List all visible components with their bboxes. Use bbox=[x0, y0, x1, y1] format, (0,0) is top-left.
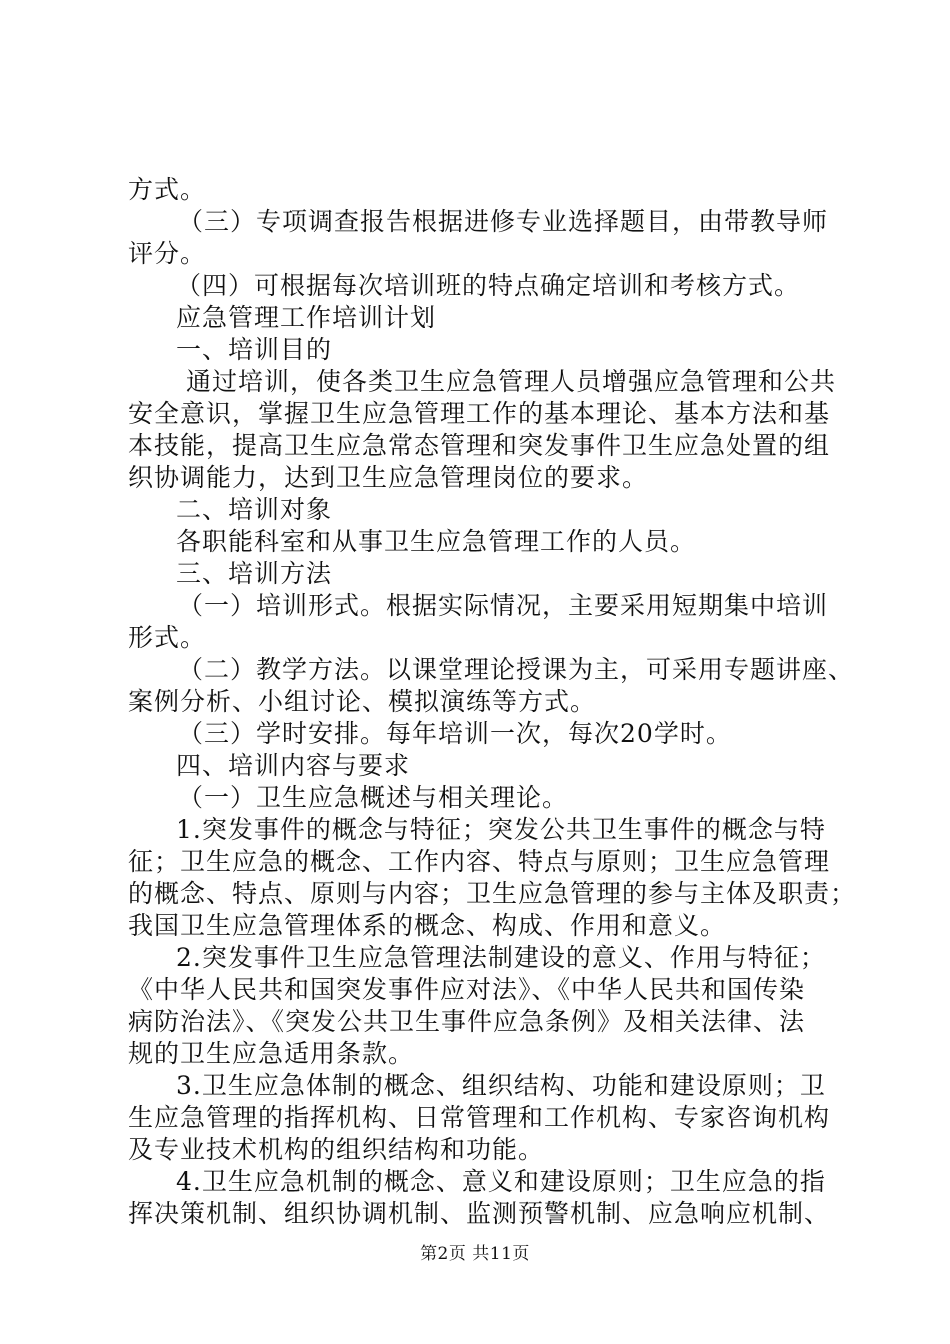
text-line: 各职能科室和从事卫生应急管理工作的人员。 bbox=[176, 527, 697, 556]
text-line: 应急管理工作培训计划 bbox=[176, 303, 437, 332]
text-line: 织协调能力，达到卫生应急管理岗位的要求。 bbox=[128, 463, 649, 492]
text-line: （三）专项调查报告根据进修专业选择题目，由带教导师 bbox=[178, 207, 829, 236]
text-line: 本技能，提高卫生应急常态管理和突发事件卫生应急处置的组 bbox=[128, 431, 831, 460]
text-line: （四）可根据每次培训班的特点确定培训和考核方式。 bbox=[176, 271, 801, 300]
text-line: 评分。 bbox=[128, 239, 207, 268]
text-line: 4.卫生应急机制的概念、意义和建设原则；卫生应急的指 bbox=[176, 1167, 826, 1196]
text-line: 四、培训内容与要求 bbox=[176, 751, 411, 780]
text-line: （二）教学方法。以课堂理论授课为主，可采用专题讲座、 bbox=[178, 655, 855, 684]
text-line: 我国卫生应急管理体系的概念、构成、作用和意义。 bbox=[128, 911, 727, 940]
document-body bbox=[128, 174, 857, 1230]
page-footer: 第2页 共11页 bbox=[420, 1244, 530, 1264]
text-line: 方式。 bbox=[128, 175, 207, 204]
text-line: （一）培训形式。根据实际情况，主要采用短期集中培训 bbox=[178, 591, 829, 620]
text-line: 安全意识，掌握卫生应急管理工作的基本理论、基本方法和基 bbox=[128, 399, 831, 428]
text-line: 的概念、特点、原则与内容；卫生应急管理的参与主体及职责； bbox=[128, 879, 857, 908]
text-line: 一、培训目的 bbox=[176, 335, 333, 364]
text-line: （一）卫生应急概述与相关理论。 bbox=[178, 783, 569, 812]
text-line: 生应急管理的指挥机构、日常管理和工作机构、专家咨询机构 bbox=[128, 1103, 831, 1132]
text-line: 《中华人民共和国突发事件应对法》、《中华人民共和国传染 bbox=[128, 975, 806, 1004]
text-line: 三、培训方法 bbox=[176, 559, 333, 588]
text-line: 征；卫生应急的概念、工作内容、特点与原则；卫生应急管理 bbox=[128, 847, 831, 876]
text-line: 挥决策机制、组织协调机制、监测预警机制、应急响应机制、 bbox=[128, 1199, 831, 1228]
text-line: 形式。 bbox=[128, 623, 207, 652]
text-line: 规的卫生应急适用条款。 bbox=[128, 1039, 415, 1068]
text-line: 1.突发事件的概念与特征；突发公共卫生事件的概念与特 bbox=[176, 815, 826, 844]
text-line: （三）学时安排。每年培训一次，每次20学时。 bbox=[178, 719, 732, 748]
text-line: 2.突发事件卫生应急管理法制建设的意义、作用与特征； bbox=[176, 943, 826, 972]
text-line: 二、培训对象 bbox=[176, 495, 333, 524]
text-line: 通过培训，使各类卫生应急管理人员增强应急管理和公共 bbox=[186, 367, 837, 396]
text-line: 病防治法》、《突发公共卫生事件应急条例》及相关法律、法 bbox=[128, 1007, 806, 1036]
text-line: 及专业技术机构的组织结构和功能。 bbox=[128, 1135, 545, 1164]
text-line: 3.卫生应急体制的概念、组织结构、功能和建设原则；卫 bbox=[176, 1071, 826, 1100]
text-line: 案例分析、小组讨论、模拟演练等方式。 bbox=[128, 687, 597, 716]
